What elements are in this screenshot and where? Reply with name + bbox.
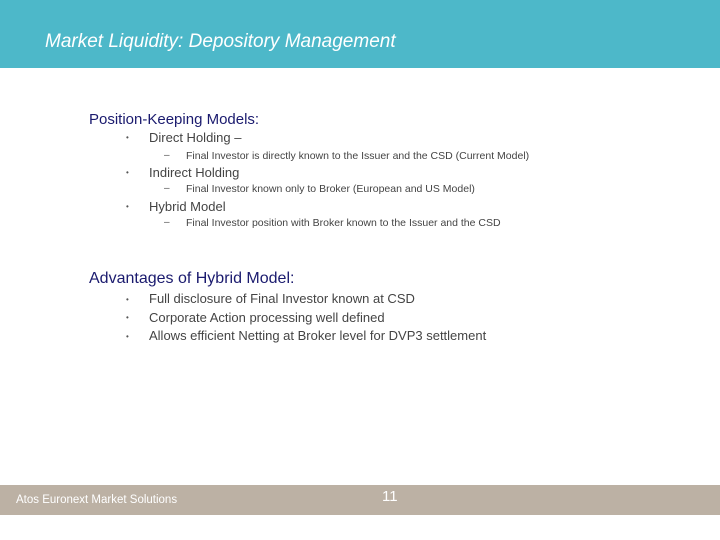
- list-item-direct-holding: Direct Holding –: [149, 130, 242, 145]
- bullet-marker: •: [126, 313, 129, 322]
- slide-title: Market Liquidity: Depository Management: [45, 31, 396, 52]
- list-item-hybrid-model: Hybrid Model: [149, 199, 226, 214]
- list-item-corporate-action: Corporate Action processing well defined: [149, 310, 385, 325]
- bullet-marker: •: [126, 332, 129, 341]
- sub-item-indirect-holding: Final Investor known only to Broker (European and US Model): [186, 183, 475, 195]
- sub-item-hybrid-model: Final Investor position with Broker known to the Issuer and the CSD: [186, 217, 501, 229]
- page-number: 11: [382, 488, 398, 505]
- dash-marker: –: [164, 217, 170, 228]
- dash-marker: –: [164, 150, 170, 161]
- dash-marker: –: [164, 183, 170, 194]
- list-item-efficient-netting: Allows efficient Netting at Broker level for DVP3 settlement: [149, 328, 487, 343]
- bullet-marker: •: [126, 295, 129, 304]
- bullet-marker: •: [126, 168, 129, 177]
- section-heading-position-keeping: Position-Keeping Models:: [89, 111, 260, 128]
- footer-org-name: Atos Euronext Market Solutions: [16, 494, 178, 506]
- bullet-marker: •: [126, 202, 129, 211]
- list-item-full-disclosure: Full disclosure of Final Investor known at CSD: [149, 291, 415, 306]
- bullet-marker: •: [126, 133, 129, 142]
- section-heading-advantages: Advantages of Hybrid Model:: [89, 270, 295, 287]
- list-item-indirect-holding: Indirect Holding: [149, 165, 240, 180]
- sub-item-direct-holding: Final Investor is directly known to the Issuer and the CSD (Current Model): [186, 150, 530, 162]
